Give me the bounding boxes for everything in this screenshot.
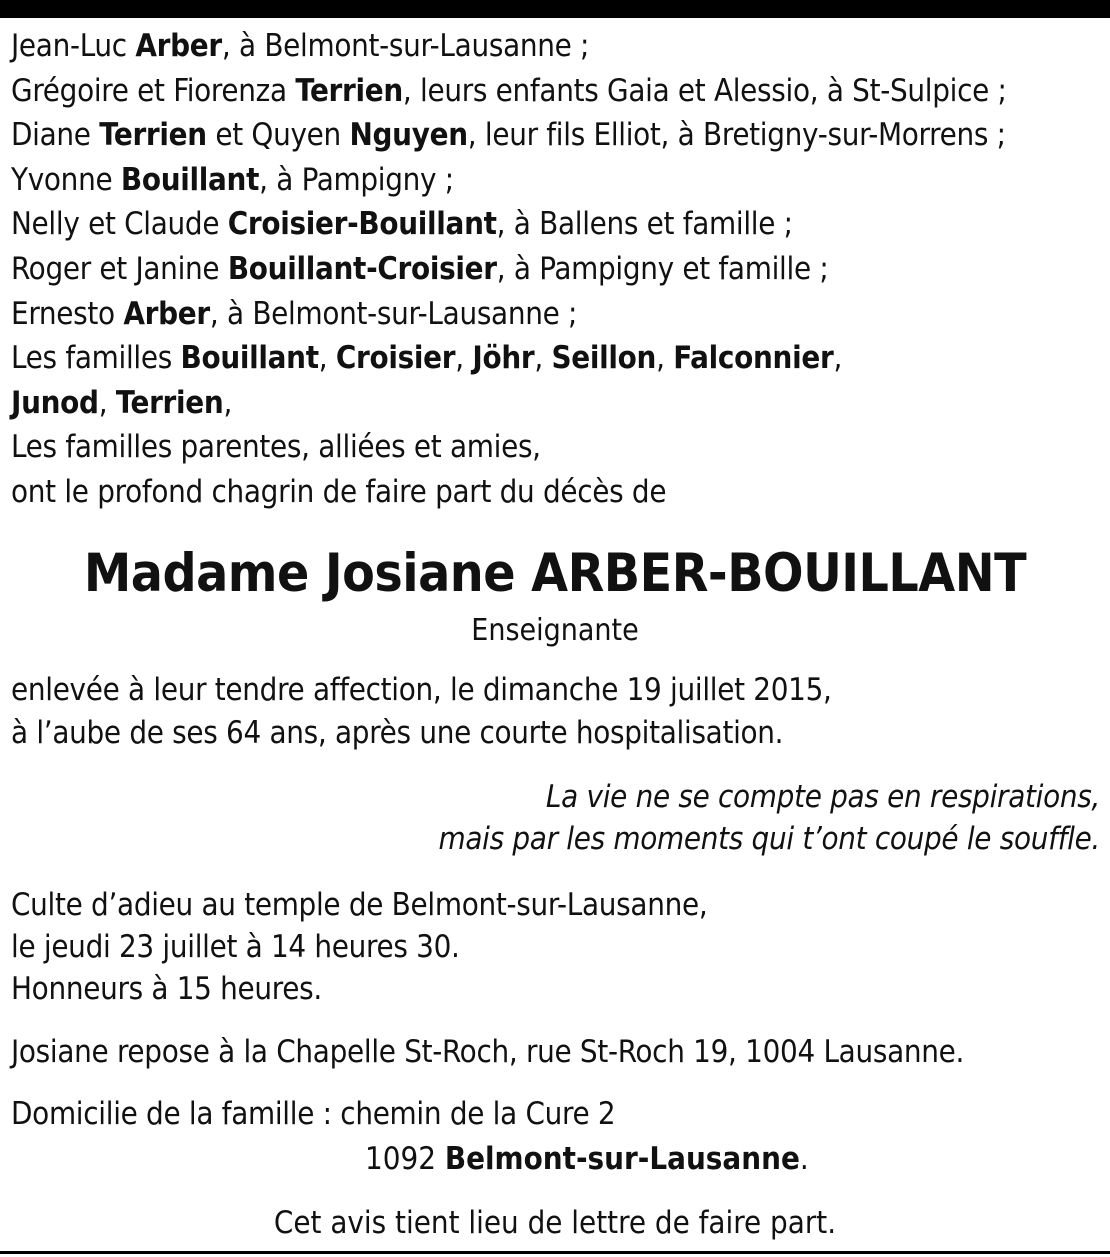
closing-line: Cet avis tient lieu de lettre de faire part.	[273, 1205, 837, 1241]
family-line: Nelly et Claude Croisier-Bouillant, à Ballens et famille ;	[11, 206, 793, 243]
announcement-line: ont le profond chagrin de faire part du décès de	[11, 473, 667, 510]
family-line: Grégoire et Fiorenza Terrien, leurs enfants Gaia et Alessio, à St-Sulpice ;	[11, 72, 1007, 109]
relatives-line: Les familles parentes, alliées et amies,	[11, 429, 541, 466]
ceremony-details	[11, 884, 707, 1010]
domicile-label	[11, 1092, 615, 1137]
domicile-line: Domicilie de la famille : chemin de la Cure 2	[11, 1096, 616, 1132]
deceased-name: Madame Josiane ARBER-BOUILLANT	[83, 543, 1027, 604]
family-line: Ernesto Arber, à Belmont-sur-Lausanne ;	[11, 295, 578, 332]
top-border-rule	[0, 0, 1110, 18]
death-details	[11, 669, 832, 755]
rest-location	[11, 1030, 964, 1075]
quote	[438, 776, 1100, 860]
bottom-border-rule	[0, 1251, 1110, 1254]
rest-line: Josiane repose à la Chapelle St-Roch, rue St-Roch 19, 1004 Lausanne.	[11, 1034, 965, 1070]
family-line: Diane Terrien et Quyen Nguyen, leur fils Elliot, à Bretigny-sur-Morrens ;	[11, 117, 1006, 154]
quote-line: La vie ne se compte pas en respirations,	[545, 779, 1100, 815]
death-line: enlevée à leur tendre affection, le dimanche 19 juillet 2015,	[11, 672, 832, 708]
families-line: Junod, Terrien,	[11, 384, 232, 421]
quote-line: mais par les moments qui t’ont coupé le souffle.	[438, 821, 1100, 857]
family-list	[11, 24, 1101, 515]
family-line: Roger et Janine Bouillant-Croisier, à Pampigny et famille ;	[11, 250, 829, 287]
ceremony-line: Honneurs à 15 heures.	[11, 971, 322, 1007]
ceremony-line: le jeudi 23 juillet à 14 heures 30.	[11, 929, 460, 965]
domicile-address: 1092 Belmont-sur-Lausanne.	[365, 1141, 809, 1177]
ceremony-line: Culte d’adieu au temple de Belmont-sur-Lausanne,	[11, 887, 708, 923]
families-line: Les familles Bouillant, Croisier, Jöhr, Seillon, Falconnier,	[11, 340, 842, 377]
family-line: Yvonne Bouillant, à Pampigny ;	[11, 161, 454, 198]
family-line: Jean-Luc Arber, à Belmont-sur-Lausanne ;	[11, 28, 590, 64]
death-line: à l’aube de ses 64 ans, après une courte hospitalisation.	[11, 715, 784, 751]
deceased-profession: Enseignante	[471, 613, 639, 648]
